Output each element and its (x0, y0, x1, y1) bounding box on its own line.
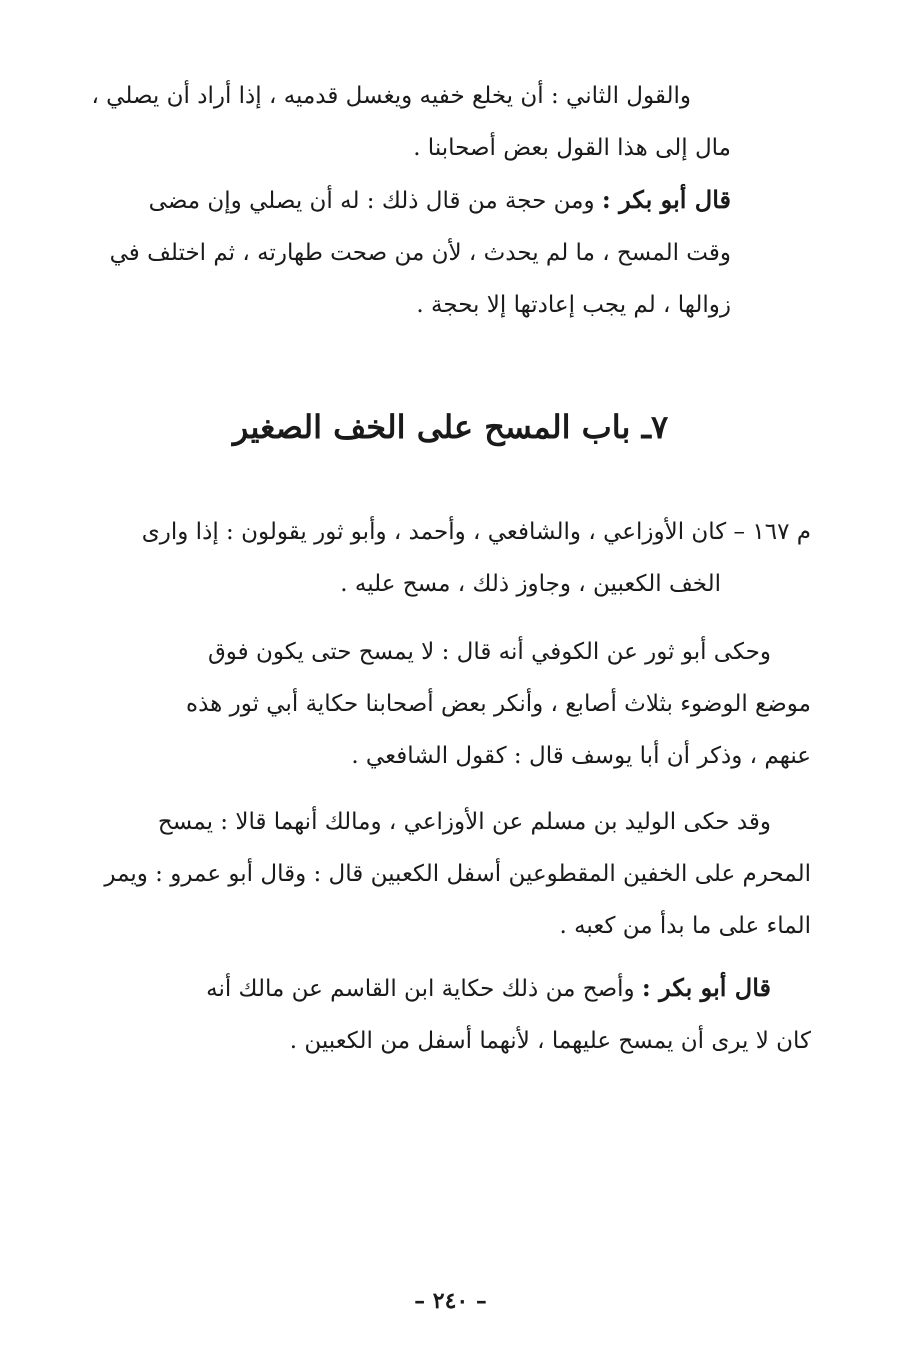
text-line: وقد حكى الوليد بن مسلم عن الأوزاعي ، ومالك أنهما قالا : يمسح (157, 809, 771, 835)
text-line: مال إلى هذا القول بعض أصحابنا . (413, 135, 731, 161)
text-line: الخف الكعبين ، وجاوز ذلك ، مسح عليه . (340, 571, 721, 597)
text-line: م ١٦٧ – كان الأوزاعي ، والشافعي ، وأحمد ، وأبو ثور يقولون : إذا وارى (141, 519, 811, 545)
paragraph-al-walid (91, 796, 811, 952)
chapter-heading: ٧ـ باب المسح على الخف الصغير (232, 408, 669, 446)
text-span: وأصح من ذلك حكاية ابن القاسم عن مالك أنه (206, 976, 635, 1002)
text-line: والقول الثاني : أن يخلع خفيه ويغسل قدميه ، إذا أراد أن يصلي ، (91, 83, 691, 109)
text-line: زوالها ، لم يجب إعادتها إلا بحجة . (416, 292, 731, 318)
speaker-label: قال أبو بكر : (641, 973, 771, 1002)
paragraph-masala-167 (91, 506, 811, 610)
paragraph-abu-bakr-2 (91, 962, 811, 1067)
text-span: ومن حجة من قال ذلك : له أن يصلي وإن مضى (148, 188, 595, 214)
text-line: عنهم ، وذكر أن أبا يوسف قال : كقول الشافعي . (351, 743, 811, 769)
text-line: المحرم على الخفين المقطوعين أسفل الكعبين قال : وقال أبو عمرو : ويمر (104, 861, 811, 887)
text-line (91, 962, 771, 1015)
speaker-label: قال أبو بكر : (601, 185, 731, 214)
paragraph-second-opinion (91, 70, 731, 174)
paragraph-abu-bakr-1 (91, 174, 731, 331)
page-number: – ٢٤٠ – (414, 1288, 487, 1314)
text-line: الماء على ما بدأ من كعبه . (559, 913, 811, 939)
text-line: وحكى أبو ثور عن الكوفي أنه قال : لا يمسح حتى يكون فوق (207, 639, 771, 665)
text-line: كان لا يرى أن يمسح عليهما ، لأنهما أسفل من الكعبين . (289, 1028, 811, 1054)
paragraph-abu-thawr (91, 626, 811, 782)
text-line (91, 174, 731, 227)
text-line: موضع الوضوء بثلاث أصابع ، وأنكر بعض أصحابنا حكاية أبي ثور هذه (186, 691, 811, 717)
text-line: وقت المسح ، ما لم يحدث ، لأن من صحت طهارته ، ثم اختلف في (109, 240, 731, 266)
